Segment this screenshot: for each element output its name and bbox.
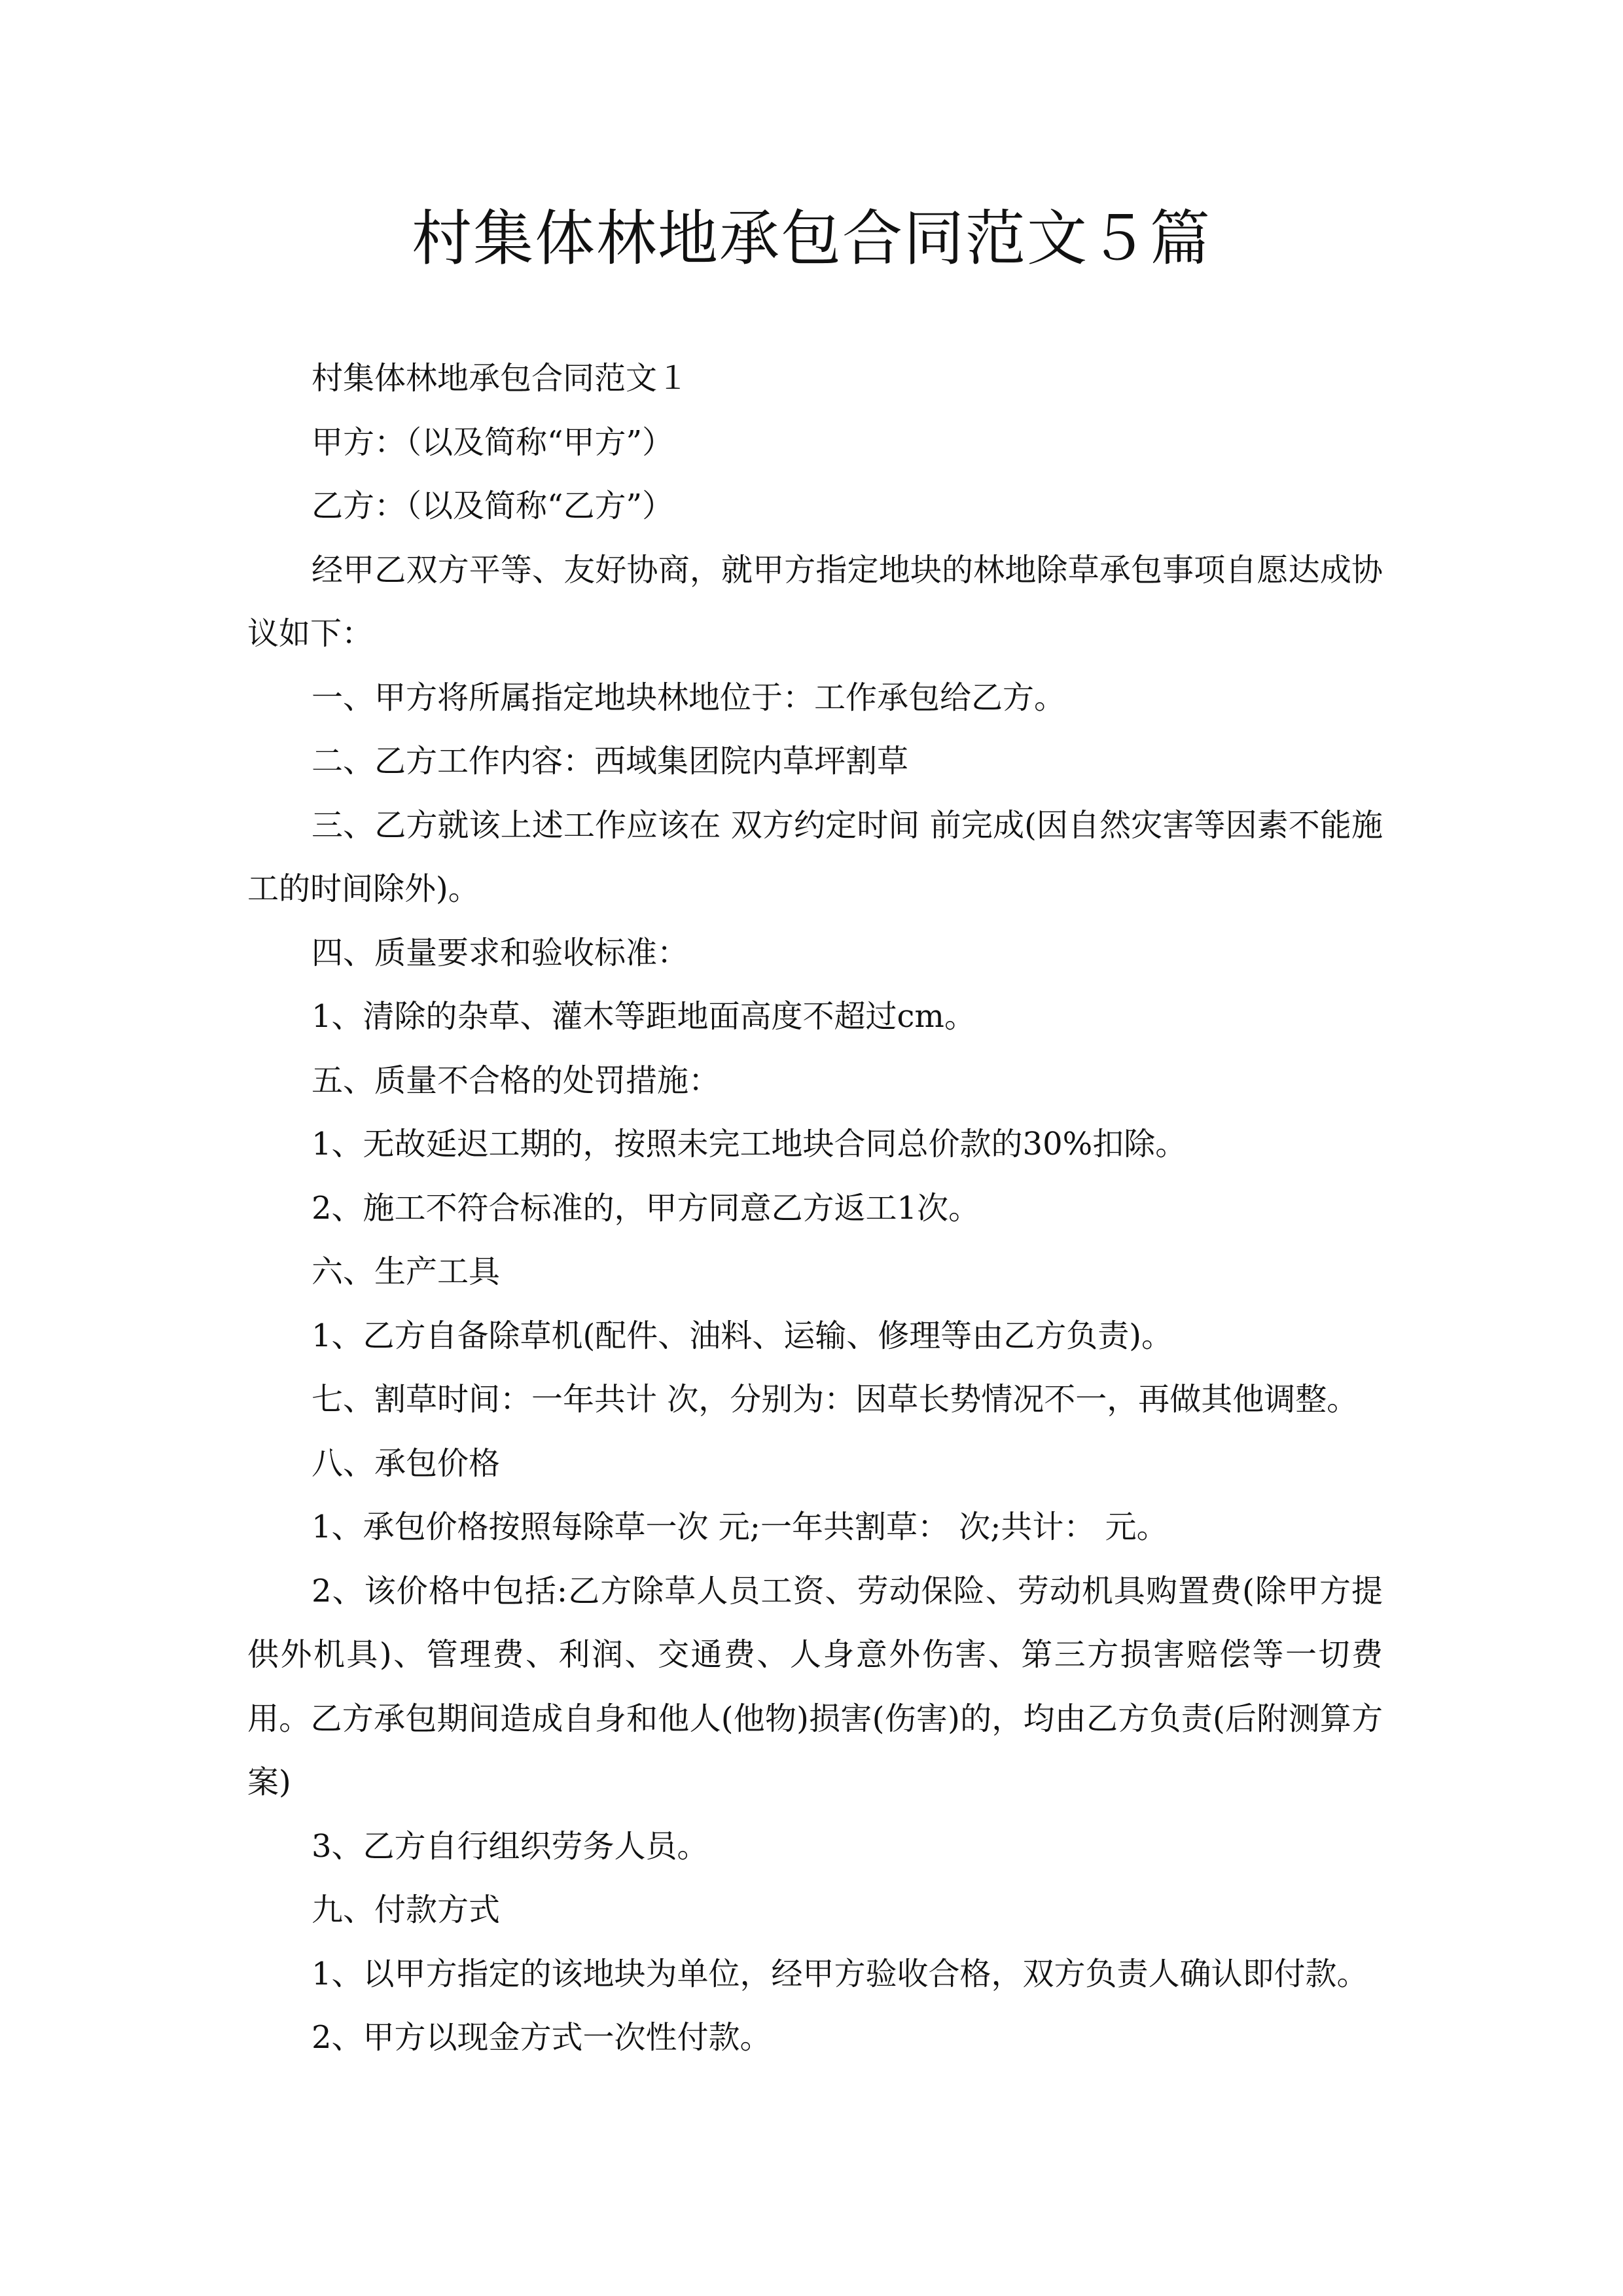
- paragraph-clause-4-1: 1、清除的杂草、灌木等距地面高度不超过cm。: [312, 998, 976, 1035]
- paragraph-clause-5: 五、质量不合格的处罚措施：: [312, 1062, 721, 1099]
- paragraph-clause-9-1: 1、以甲方指定的该地块为单位，经甲方验收合格，双方负责人确认即付款。: [312, 1955, 1368, 1992]
- paragraph-clause-6: 六、生产工具: [312, 1253, 501, 1290]
- paragraph-clause-6-1: 1、乙方自备除草机(配件、油料、运输、修理等由乙方负责)。: [312, 1317, 1173, 1354]
- paragraph-clause-2: 二、乙方工作内容：西域集团院内草坪割草: [312, 743, 909, 780]
- paragraph-preamble: 经甲乙双方平等、友好协商，就甲方指定地块的林地除草承包事项自愿达成协议如下：: [247, 551, 1383, 652]
- paragraph-clause-8-2: 2、该价格中包括:乙方除草人员工资、劳动保险、劳动机具购置费(除甲方提供外机具)、管理费、利润、交通费、人身意外伤害、第三方损害赔偿等一切费用。乙方承包期间造成自身和他人(他物)损害(伤害)的，均由乙方负责(后附测算方案): [247, 1572, 1383, 1801]
- paragraph-clause-7: 七、割草时间：一年共计 次，分别为：因草长势情况不一，再做其他调整。: [312, 1381, 1359, 1418]
- paragraph-clause-8-3: 3、乙方自行组织劳务人员。: [312, 1827, 709, 1865]
- paragraph-heading-1: 村集体林地承包合同范文１: [312, 360, 689, 397]
- paragraph-clause-9: 九、付款方式: [312, 1892, 501, 1928]
- paragraph-clause-5-2: 2、施工不符合标准的，甲方同意乙方返工1次。: [312, 1189, 980, 1227]
- paragraph-party-b: 乙方：（以及简称“乙方”）: [312, 488, 674, 524]
- paragraph-party-a: 甲方：（以及简称“甲方”）: [312, 423, 674, 461]
- paragraph-clause-3: 三、乙方就该上述工作应该在 双方约定时间 前完成(因自然灾害等因素不能施工的时间除外)。: [247, 806, 1383, 907]
- document-title: 村集体林地承包合同范文５篇: [411, 204, 1211, 274]
- paragraph-clause-1: 一、甲方将所属指定地块林地位于：工作承包给乙方。: [312, 679, 1066, 716]
- paragraph-clause-4: 四、质量要求和验收标准：: [312, 934, 689, 971]
- paragraph-clause-5-1: 1、无故延迟工期的，按照未完工地块合同总价款的30%扣除。: [312, 1126, 1187, 1162]
- paragraph-clause-8: 八、承包价格: [312, 1444, 501, 1482]
- paragraph-clause-8-1: 1、承包价格按照每除草一次 元;一年共割草： 次;共计： 元。: [312, 1509, 1168, 1545]
- document-body: [247, 347, 1383, 2070]
- paragraph-clause-9-2: 2、甲方以现金方式一次性付款。: [312, 2019, 772, 2056]
